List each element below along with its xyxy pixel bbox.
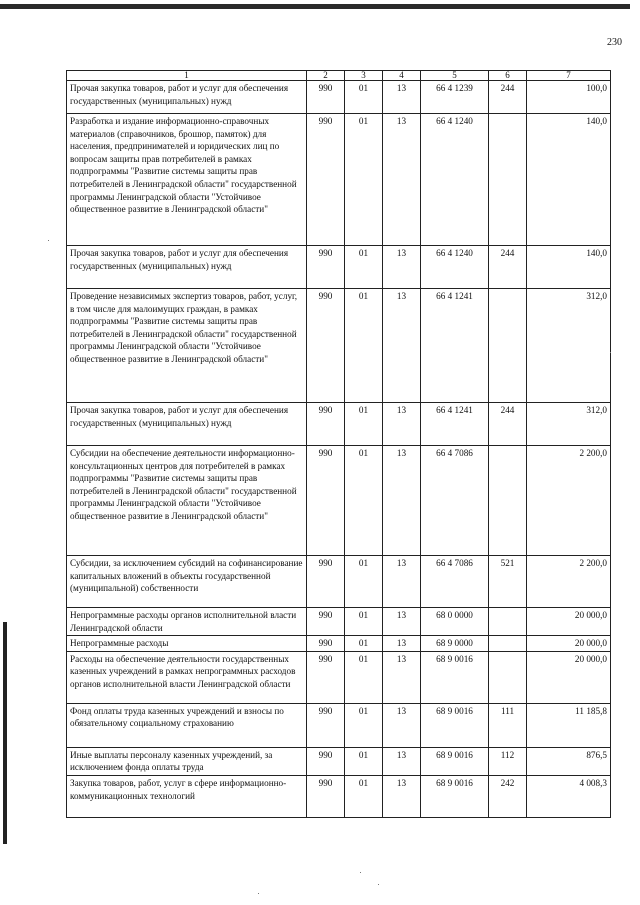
cell-col-6: 521 bbox=[489, 556, 527, 608]
cell-col-4: 13 bbox=[383, 608, 421, 636]
table-row bbox=[67, 81, 611, 114]
table-row bbox=[67, 246, 611, 289]
cell-col-4: 13 bbox=[383, 651, 421, 703]
cell-col-5: 66 4 1241 bbox=[421, 289, 489, 403]
header-cell: 2 bbox=[307, 71, 345, 81]
cell-col-6: 112 bbox=[489, 747, 527, 775]
cell-col-5: 66 4 1240 bbox=[421, 114, 489, 246]
table-row bbox=[67, 747, 611, 775]
cell-col-4: 13 bbox=[383, 246, 421, 289]
cell-col-6 bbox=[489, 446, 527, 556]
cell-description: Проведение независимых экспертиз товаров, работ, услуг, в том числе для малоимущих граждан, в рамках подпрограммы "Развитие системы защиты прав потребителей в Ленинградской области" государственной программы Ленинградской области "Устойчивое общественное развитие в Ленинградской области" bbox=[67, 289, 307, 403]
cell-col-3: 01 bbox=[345, 636, 383, 652]
cell-col-2: 990 bbox=[307, 114, 345, 246]
cell-amount: 140,0 bbox=[527, 114, 611, 246]
cell-col-3: 01 bbox=[345, 556, 383, 608]
cell-col-5: 66 4 1240 bbox=[421, 246, 489, 289]
cell-col-4: 13 bbox=[383, 81, 421, 114]
cell-amount: 312,0 bbox=[527, 403, 611, 446]
cell-col-4: 13 bbox=[383, 289, 421, 403]
cell-amount: 2 200,0 bbox=[527, 556, 611, 608]
cell-col-2: 990 bbox=[307, 747, 345, 775]
cell-col-5: 68 9 0000 bbox=[421, 636, 489, 652]
cell-col-3: 01 bbox=[345, 81, 383, 114]
cell-description: Прочая закупка товаров, работ и услуг для обеспечения государственных (муниципальных) нужд bbox=[67, 81, 307, 114]
cell-description: Фонд оплаты труда казенных учреждений и взносы по обязательному социальному страхованию bbox=[67, 703, 307, 747]
cell-amount: 11 185,8 bbox=[527, 703, 611, 747]
scan-speck bbox=[378, 884, 379, 885]
cell-col-3: 01 bbox=[345, 289, 383, 403]
table-row bbox=[67, 556, 611, 608]
cell-col-4: 13 bbox=[383, 556, 421, 608]
cell-col-4: 13 bbox=[383, 775, 421, 817]
cell-col-2: 990 bbox=[307, 651, 345, 703]
header-cell: 3 bbox=[345, 71, 383, 81]
cell-col-6: 242 bbox=[489, 775, 527, 817]
cell-amount: 876,5 bbox=[527, 747, 611, 775]
header-cell: 4 bbox=[383, 71, 421, 81]
cell-col-5: 66 4 7086 bbox=[421, 556, 489, 608]
cell-col-2: 990 bbox=[307, 556, 345, 608]
cell-description: Иные выплаты персоналу казенных учреждений, за исключением фонда оплаты труда bbox=[67, 747, 307, 775]
cell-col-4: 13 bbox=[383, 636, 421, 652]
cell-col-5: 68 9 0016 bbox=[421, 747, 489, 775]
cell-col-6: 244 bbox=[489, 403, 527, 446]
table-row bbox=[67, 703, 611, 747]
cell-description: Разработка и издание информационно-справочных материалов (справочников, брошюр, памяток) для населения, предпринимателей и юридических лиц по вопросам защиты прав потребителей в рамках подпрограммы "Развитие системы защиты прав потребителей в Ленинградской области" государственной программы Ленинградской области "Устойчивое общественное развитие в Ленинградской области" bbox=[67, 114, 307, 246]
cell-description: Прочая закупка товаров, работ и услуг для обеспечения государственных (муниципальных) нужд bbox=[67, 246, 307, 289]
left-scan-mark bbox=[3, 622, 7, 844]
cell-col-4: 13 bbox=[383, 114, 421, 246]
cell-col-6 bbox=[489, 651, 527, 703]
cell-description: Расходы на обеспечение деятельности государственных казенных учреждений в рамках непрограммных расходов органов исполнительной власти Ленинградской области bbox=[67, 651, 307, 703]
cell-col-5: 68 9 0016 bbox=[421, 651, 489, 703]
header-cell: 6 bbox=[489, 71, 527, 81]
scan-speck bbox=[360, 872, 361, 873]
table-row bbox=[67, 446, 611, 556]
header-cell: 1 bbox=[67, 71, 307, 81]
cell-col-2: 990 bbox=[307, 403, 345, 446]
cell-description: Непрограммные расходы bbox=[67, 636, 307, 652]
table-row bbox=[67, 608, 611, 636]
scan-speck bbox=[258, 893, 259, 894]
cell-col-5: 66 4 1239 bbox=[421, 81, 489, 114]
cell-col-3: 01 bbox=[345, 775, 383, 817]
cell-col-6 bbox=[489, 636, 527, 652]
table-header-row bbox=[67, 71, 611, 81]
cell-col-2: 990 bbox=[307, 289, 345, 403]
cell-col-3: 01 bbox=[345, 747, 383, 775]
cell-col-3: 01 bbox=[345, 403, 383, 446]
cell-col-6: 244 bbox=[489, 81, 527, 114]
cell-col-5: 68 9 0016 bbox=[421, 775, 489, 817]
cell-description: Прочая закупка товаров, работ и услуг для обеспечения государственных (муниципальных) нужд bbox=[67, 403, 307, 446]
cell-col-5: 68 9 0016 bbox=[421, 703, 489, 747]
cell-amount: 20 000,0 bbox=[527, 636, 611, 652]
cell-amount: 312,0 bbox=[527, 289, 611, 403]
cell-col-3: 01 bbox=[345, 114, 383, 246]
cell-description: Субсидии, за исключением субсидий на софинансирование капитальных вложений в объекты государственной (муниципальной) собственности bbox=[67, 556, 307, 608]
page-number: 230 bbox=[607, 37, 622, 48]
cell-col-4: 13 bbox=[383, 446, 421, 556]
cell-col-4: 13 bbox=[383, 747, 421, 775]
cell-col-2: 990 bbox=[307, 703, 345, 747]
cell-amount: 100,0 bbox=[527, 81, 611, 114]
cell-col-3: 01 bbox=[345, 608, 383, 636]
cell-col-5: 66 4 7086 bbox=[421, 446, 489, 556]
cell-col-6 bbox=[489, 608, 527, 636]
cell-col-6: 244 bbox=[489, 246, 527, 289]
cell-description: Закупка товаров, работ, услуг в сфере информационно-коммуникационных технологий bbox=[67, 775, 307, 817]
cell-col-2: 990 bbox=[307, 775, 345, 817]
cell-col-3: 01 bbox=[345, 246, 383, 289]
table-row bbox=[67, 636, 611, 652]
cell-amount: 20 000,0 bbox=[527, 651, 611, 703]
budget-table bbox=[66, 70, 611, 818]
cell-col-2: 990 bbox=[307, 81, 345, 114]
top-scan-border bbox=[0, 4, 630, 9]
cell-col-4: 13 bbox=[383, 403, 421, 446]
table-row bbox=[67, 651, 611, 703]
cell-col-3: 01 bbox=[345, 446, 383, 556]
cell-amount: 2 200,0 bbox=[527, 446, 611, 556]
cell-col-2: 990 bbox=[307, 608, 345, 636]
header-cell: 7 bbox=[527, 71, 611, 81]
cell-col-3: 01 bbox=[345, 703, 383, 747]
table-row bbox=[67, 775, 611, 817]
cell-col-2: 990 bbox=[307, 246, 345, 289]
table-row bbox=[67, 114, 611, 246]
scan-speck bbox=[48, 240, 49, 241]
table-row bbox=[67, 289, 611, 403]
cell-description: Непрограммные расходы органов исполнительной власти Ленинградской области bbox=[67, 608, 307, 636]
cell-col-5: 68 0 0000 bbox=[421, 608, 489, 636]
cell-col-6 bbox=[489, 289, 527, 403]
cell-col-2: 990 bbox=[307, 446, 345, 556]
cell-col-4: 13 bbox=[383, 703, 421, 747]
table-row bbox=[67, 403, 611, 446]
cell-col-6 bbox=[489, 114, 527, 246]
cell-description: Субсидии на обеспечение деятельности информационно-консультационных центров для потребителей в рамках подпрограммы "Развитие системы защиты прав потребителей в Ленинградской области" государственной программы Ленинградской области "Устойчивое общественное развитие в Ленинградской области" bbox=[67, 446, 307, 556]
scan-speck bbox=[610, 352, 611, 353]
cell-col-2: 990 bbox=[307, 636, 345, 652]
cell-col-5: 66 4 1241 bbox=[421, 403, 489, 446]
cell-col-3: 01 bbox=[345, 651, 383, 703]
cell-amount: 20 000,0 bbox=[527, 608, 611, 636]
header-cell: 5 bbox=[421, 71, 489, 81]
cell-amount: 140,0 bbox=[527, 246, 611, 289]
cell-col-6: 111 bbox=[489, 703, 527, 747]
cell-amount: 4 008,3 bbox=[527, 775, 611, 817]
